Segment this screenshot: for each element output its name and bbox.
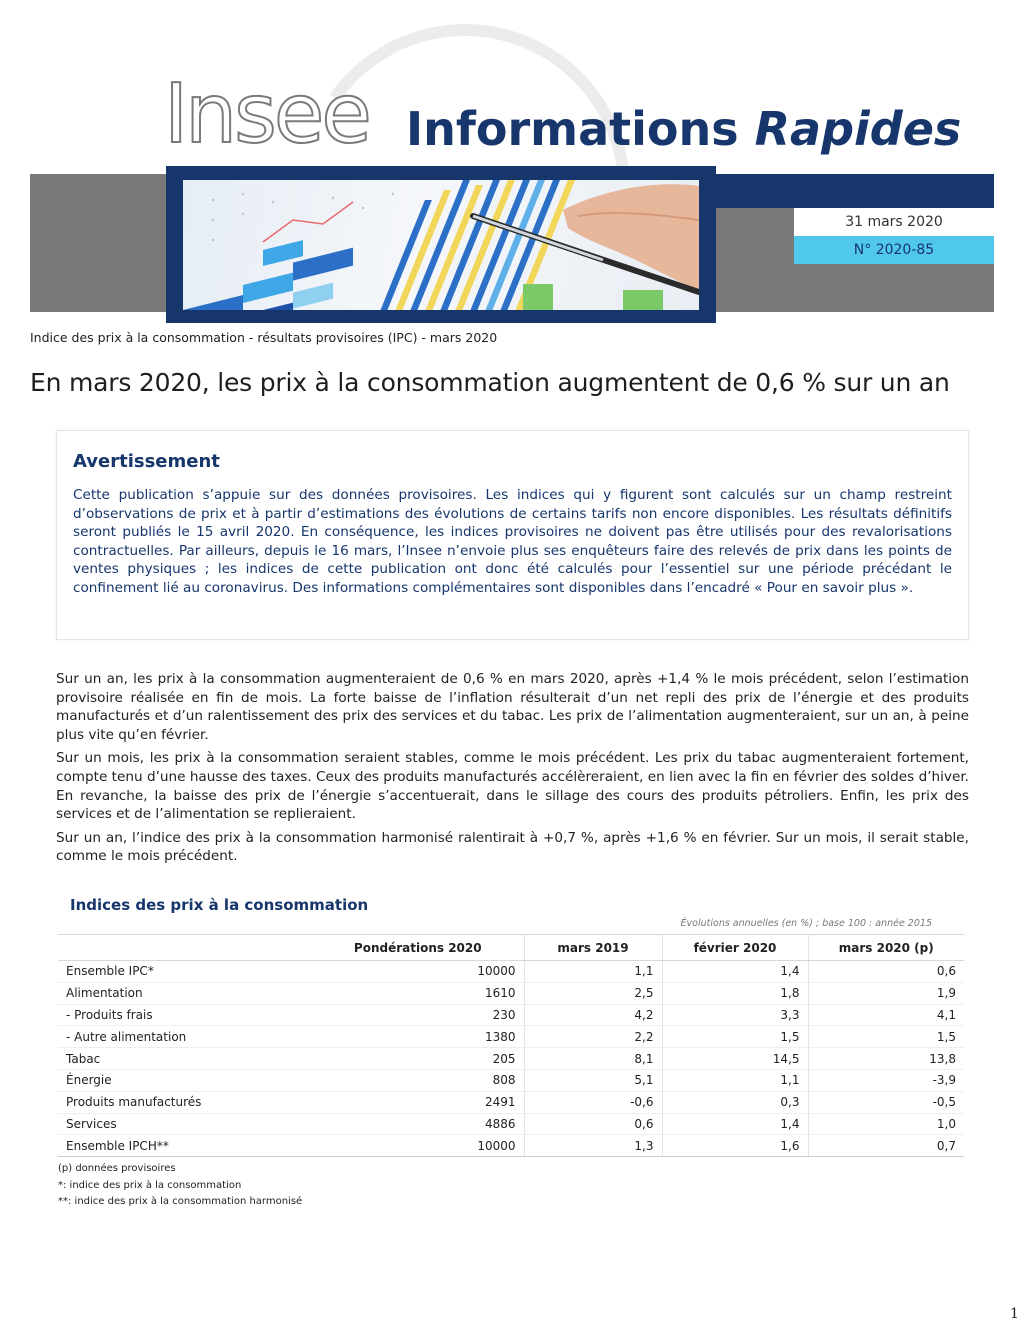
header-photo-chart-and-pen — [183, 180, 699, 310]
table-footnotes — [58, 1161, 302, 1211]
table-row — [58, 982, 964, 1004]
table-cell: 1,1 — [524, 961, 662, 983]
table-title: Indices des prix à la consommation — [70, 896, 369, 914]
table-cell: 2,2 — [524, 1026, 662, 1048]
table-row-label: Énergie — [58, 1069, 312, 1091]
table-row-label: Services — [58, 1113, 312, 1135]
table-cell: 0,3 — [662, 1091, 808, 1113]
table-row — [58, 1026, 964, 1048]
table-cell: 1,3 — [524, 1135, 662, 1157]
body-paragraph-annual: Sur un an, les prix à la consommation augmenteraient de 0,6 % en mars 2020, après +1,4 % le mois précédent, selon l’estimation provisoire réalisée en fin de mois. La forte baisse de l’inflation résulterait d’un net repli des prix de l’énergie et des produits manufacturés et d’un ralentissement des prix des services et du tabac. Les prix de l’alimentation augmenteraient, sur un an, à peine plus vite qu’en février. — [56, 671, 969, 743]
table-cell: 2,5 — [524, 982, 662, 1004]
table-cell: 1,4 — [662, 1113, 808, 1135]
chart-illustration-icon — [183, 180, 699, 310]
brand-word-informations: Informations — [406, 102, 739, 156]
table-cell: 5,1 — [524, 1069, 662, 1091]
publication-brand — [406, 102, 962, 156]
table-cell: 0,7 — [808, 1135, 964, 1157]
brand-word-rapides: Rapides — [754, 102, 962, 156]
table-cell: 4,2 — [524, 1004, 662, 1026]
warning-text: Cette publication s’appuie sur des données provisoires. Les indices qui y figurent sont calculés sur un champ restreint d’observations de prix et à partir d’estimations des évolutions de certains tarifs non encore disponibles. Les résultats définitifs seront publiés le 15 avril 2020. En conséquence, les indices provisoires ne doivent pas être utilisés pour des revalorisations contractuelles. Par ailleurs, depuis le 16 mars, l’Insee n’envoie plus ses enquêteurs faire des relevés de prix dans les points de ventes physiques ; les indices de cette publication ont donc été calculés pour l’essentiel sur une période précédant le confinement lié au coronavirus. Des informations complémentaires sont disponibles dans l’encadré « Pour en savoir plus ». — [73, 487, 952, 596]
table-cell: 1,6 — [662, 1135, 808, 1157]
table-row-label: Produits manufacturés — [58, 1091, 312, 1113]
table-row-label: - Autre alimentation — [58, 1026, 312, 1048]
body-text — [56, 670, 969, 871]
table-header-cell: Pondérations 2020 — [312, 935, 524, 961]
table-cell: -3,9 — [808, 1069, 964, 1091]
table-cell: -0,5 — [808, 1091, 964, 1113]
table-header-cell: mars 2020 (p) — [808, 935, 964, 961]
table-row-label: Alimentation — [58, 982, 312, 1004]
table-cell: 1,5 — [662, 1026, 808, 1048]
issue-number: N° 2020-85 — [794, 236, 994, 264]
table-header-cell: mars 2019 — [524, 935, 662, 961]
publication-subheading: Indice des prix à la consommation - résultats provisoires (IPC) - mars 2020 — [30, 330, 498, 345]
table-cell: 1,9 — [808, 982, 964, 1004]
table-cell: 1,5 — [808, 1026, 964, 1048]
table-row — [58, 1048, 964, 1070]
footnote: (p) données provisoires — [58, 1163, 176, 1174]
table-cell: 0,6 — [524, 1113, 662, 1135]
table-cell: 205 — [312, 1048, 524, 1070]
table-cell: 13,8 — [808, 1048, 964, 1070]
table-row — [58, 1004, 964, 1026]
table-cell: 10000 — [312, 961, 524, 983]
table-cell: 3,3 — [662, 1004, 808, 1026]
body-paragraph-harmonised: Sur un an, l’indice des prix à la consommation harmonisé ralentirait à +0,7 %, après +1,6 % en février. Sur un mois, il serait stable, comme le mois précédent. — [56, 829, 969, 865]
warning-title: Avertissement — [73, 451, 220, 472]
table-row-label: Ensemble IPCH** — [58, 1135, 312, 1157]
table-row — [58, 1091, 964, 1113]
table-row — [58, 1069, 964, 1091]
table-cell: 230 — [312, 1004, 524, 1026]
footnote: **: indice des prix à la consommation harmonisé — [58, 1196, 303, 1207]
table-cell: 10000 — [312, 1135, 524, 1157]
warning-box — [56, 430, 969, 640]
insee-logo: Insee — [164, 67, 369, 162]
table-cell: 8,1 — [524, 1048, 662, 1070]
table-row-label: Ensemble IPC* — [58, 961, 312, 983]
price-index-table — [58, 934, 964, 1157]
table-header-row — [58, 935, 964, 961]
publication-date: 31 mars 2020 — [794, 208, 994, 236]
table-row — [58, 961, 964, 983]
table-cell: 1,0 — [808, 1113, 964, 1135]
page-number: 1 — [1010, 1306, 1019, 1322]
body-paragraph-monthly: Sur un mois, les prix à la consommation seraient stables, comme le mois précédent. Les prix du tabac augmenteraient fortement, compte tenu d’une hausse des taxes. Ceux des produits manufacturés accélèreraient, en lien avec la fin en février des soldes d’hiver. En revanche, la baisse des prix de l’énergie s’accentuerait, dans le sillage des cours des produits pétroliers. Enfin, les prix des services et de l’alimentation se replieraient. — [56, 750, 969, 823]
table-cell: 1380 — [312, 1026, 524, 1048]
table-row-label: - Produits frais — [58, 1004, 312, 1026]
table-header-cell — [58, 935, 312, 961]
table-cell: 14,5 — [662, 1048, 808, 1070]
footnote: *: indice des prix à la consommation — [58, 1179, 242, 1191]
table-cell: 2491 — [312, 1091, 524, 1113]
table-cell: 808 — [312, 1069, 524, 1091]
table-cell: 4886 — [312, 1113, 524, 1135]
table-row — [58, 1113, 964, 1135]
table-cell: 1,8 — [662, 982, 808, 1004]
table-cell: 1,1 — [662, 1069, 808, 1091]
table-cell: -0,6 — [524, 1091, 662, 1113]
table-note: Évolutions annuelles (en %) ; base 100 : année 2015 — [680, 918, 932, 929]
page-title: En mars 2020, les prix à la consommation augmentent de 0,6 % sur un an — [30, 368, 950, 397]
table-cell: 4,1 — [808, 1004, 964, 1026]
table-row — [58, 1135, 964, 1157]
table-cell: 1,4 — [662, 961, 808, 983]
table-cell: 0,6 — [808, 961, 964, 983]
table-row-label: Tabac — [58, 1048, 312, 1070]
table-cell: 1610 — [312, 982, 524, 1004]
table-header-cell: février 2020 — [662, 935, 808, 961]
